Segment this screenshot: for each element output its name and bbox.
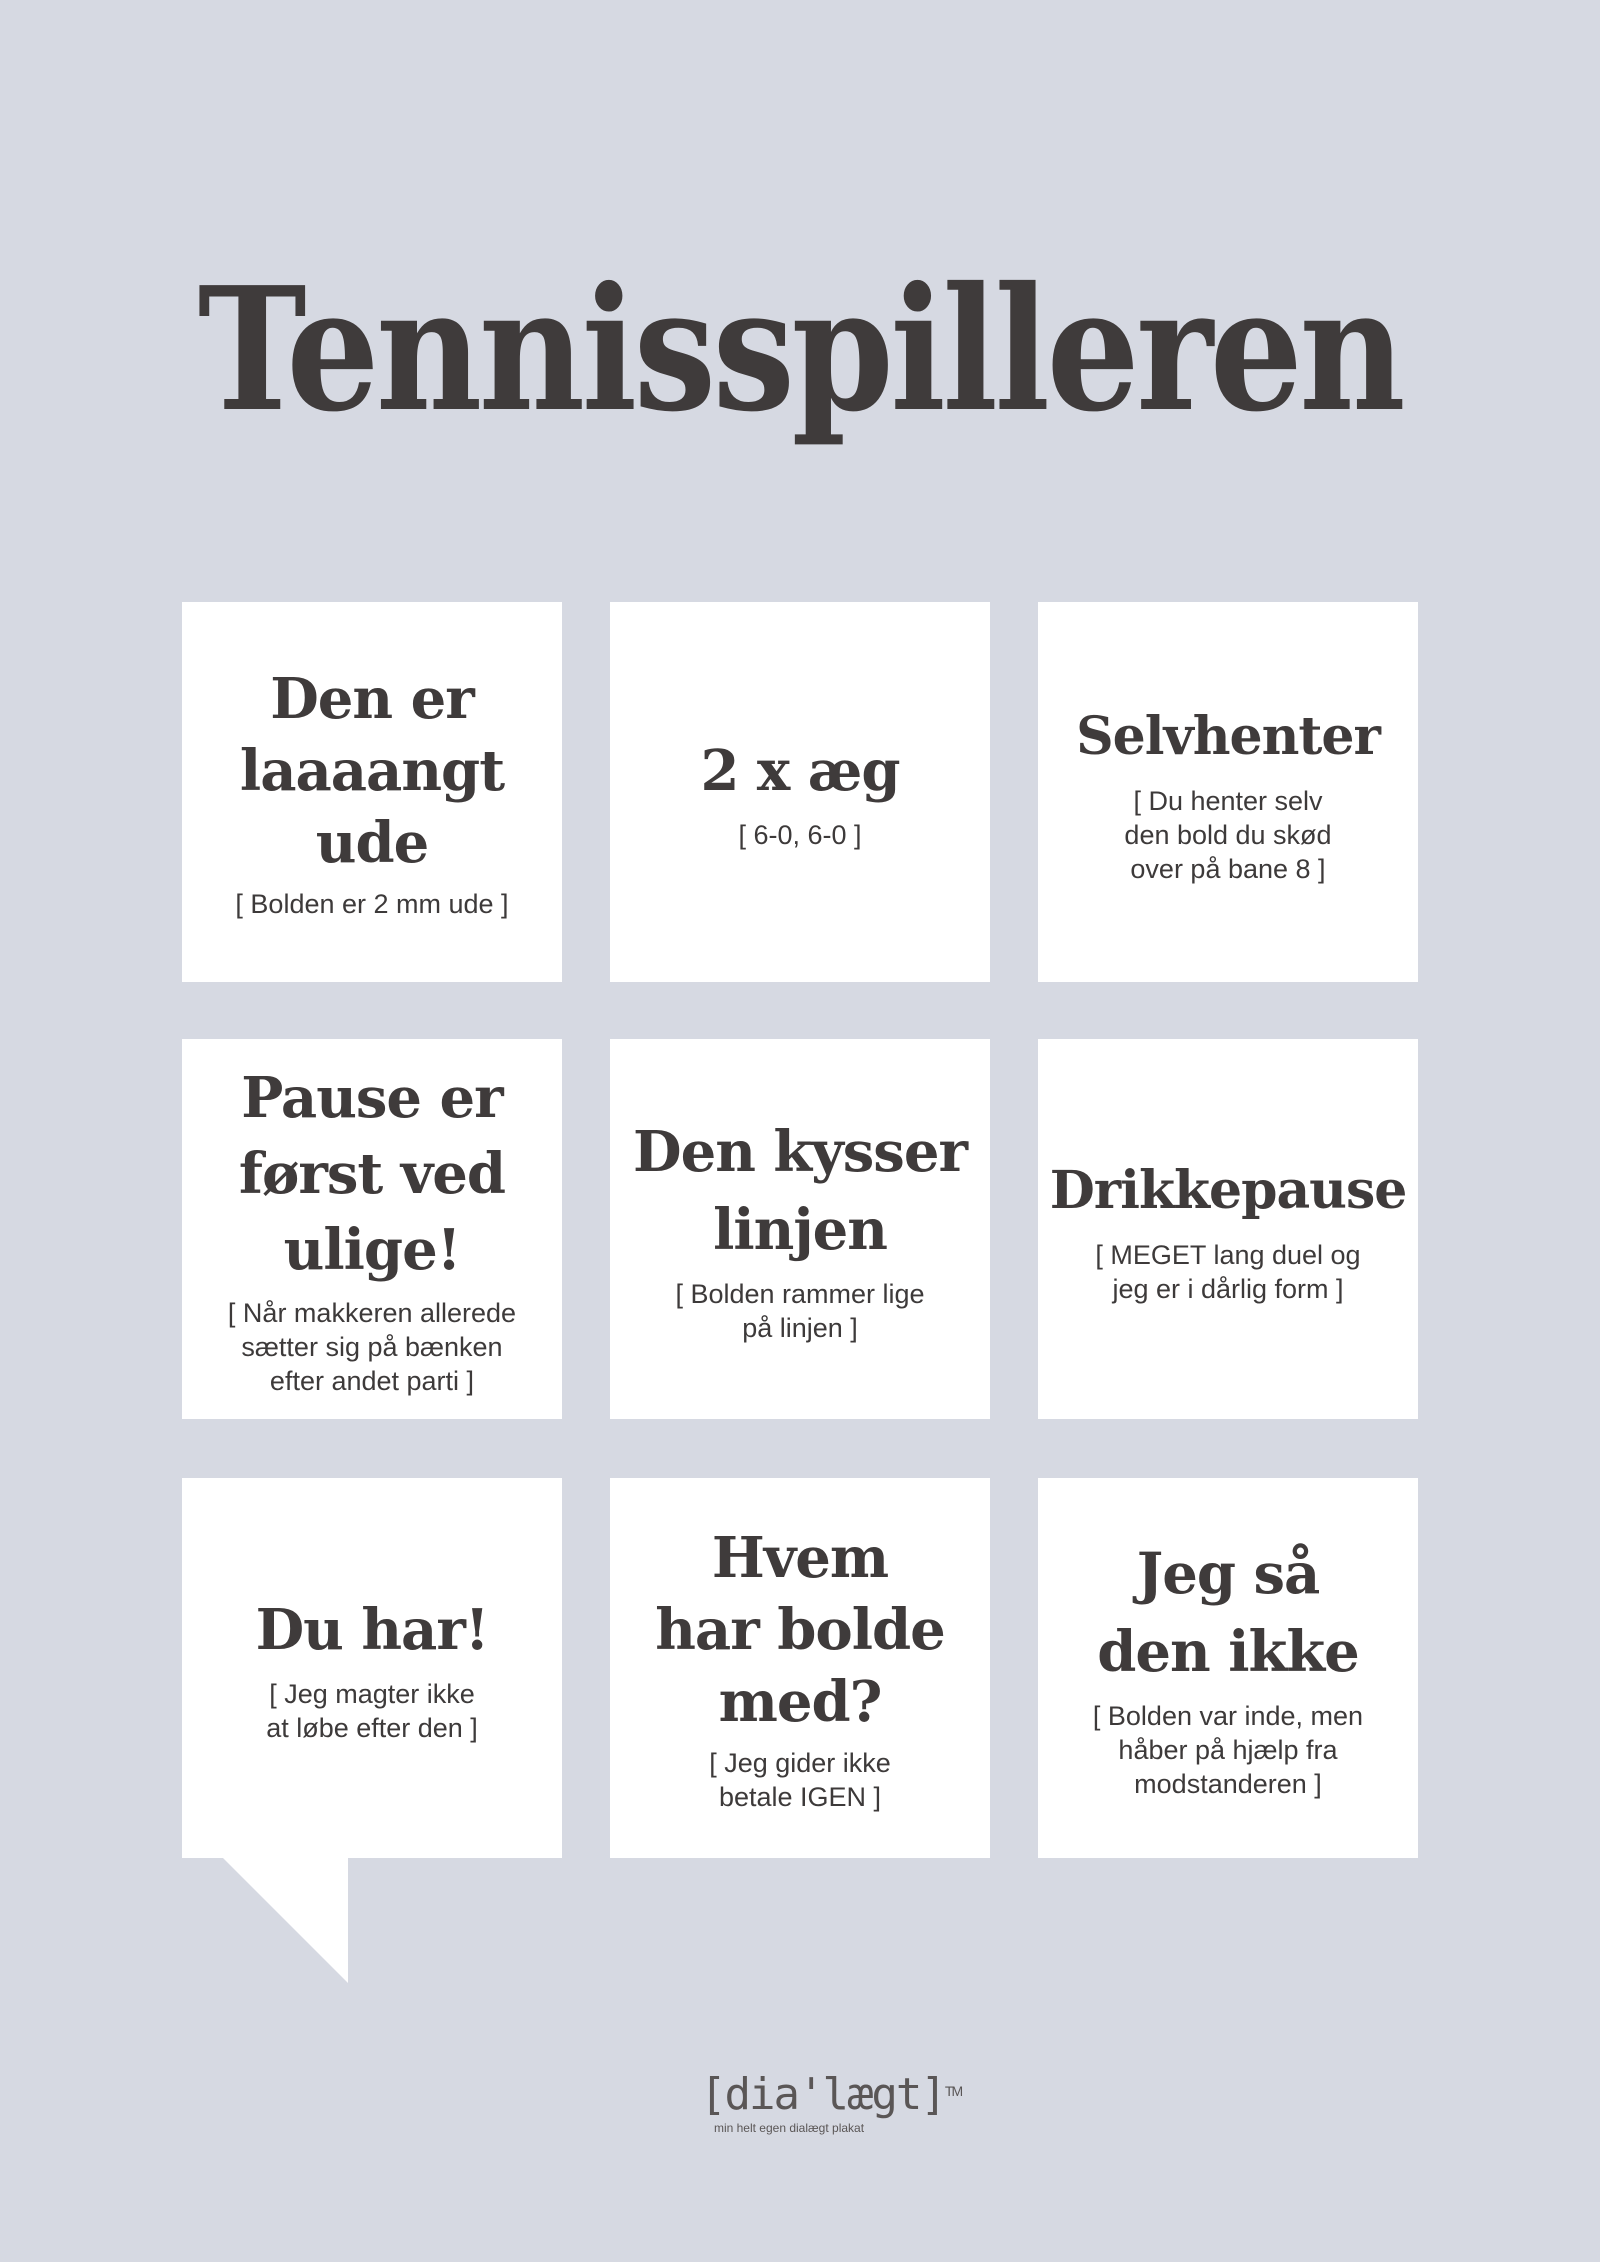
dialaegt-logo (700, 2069, 962, 2136)
tile-heading: 2 x æg (700, 738, 900, 804)
tile-subtext: [ Du henter selv den bold du skød over på bane 8 ] (1124, 786, 1332, 884)
logo-mark-text: [dia'lægt] (700, 2069, 945, 2120)
speech-bubble-tail (222, 1857, 348, 1983)
tile-heading: Selvhenter (1076, 706, 1380, 767)
tile-heading: Jeg så den ikke (1097, 1541, 1359, 1685)
tile-den-kysser-linjen (610, 1039, 990, 1419)
tile-heading: Den kysser linjen (633, 1119, 967, 1263)
tile-subtext: [ Jeg magter ikke at løbe efter den ] (266, 1679, 478, 1743)
tile-heading: Du har! (255, 1597, 489, 1663)
tile-du-har (182, 1478, 562, 1858)
tile-subtext: [ Når makkeren allerede sætter sig på bænken efter andet parti ] (227, 1298, 517, 1396)
tile-hvem-har-bolde-med (610, 1478, 990, 1858)
poster-title: Tennisspilleren (197, 250, 1403, 450)
tile-drikkepause (1038, 1039, 1418, 1419)
tile-selvhenter (1038, 602, 1418, 982)
tile-subtext: [ Jeg gider ikke betale IGEN ] (709, 1748, 891, 1812)
tile-subtext: [ Bolden var inde, men håber på hjælp fra modstanderen ] (1092, 1701, 1364, 1799)
tile-heading: Drikkepause (1049, 1160, 1407, 1221)
tile-subtext: [ Bolden rammer lige på linjen ] (675, 1279, 925, 1343)
logo-trademark: TM (944, 2083, 962, 2099)
tile-den-er-laaaangt-ude (182, 602, 562, 982)
tile-subtext: [ Bolden er 2 mm ude ] (235, 889, 509, 919)
tile-heading: Pause er først ved ulige! (238, 1065, 506, 1283)
tile-heading: Den er laaaangt ude (239, 666, 505, 876)
tile-jeg-saa-den-ikke (1038, 1478, 1418, 1858)
tile-2-x-aeg (610, 602, 990, 982)
tile-subtext: [ 6-0, 6-0 ] (738, 820, 862, 850)
tile-pause-er-foerst-ved-ulige (182, 1039, 562, 1419)
logo-tagline: min helt egen dialægt plakat (713, 2121, 865, 2135)
tile-heading: Hvem har bolde med? (655, 1525, 945, 1735)
logo-mark (700, 2069, 962, 2120)
tile-subtext: [ MEGET lang duel og jeg er i dårlig form ] (1095, 1240, 1361, 1304)
